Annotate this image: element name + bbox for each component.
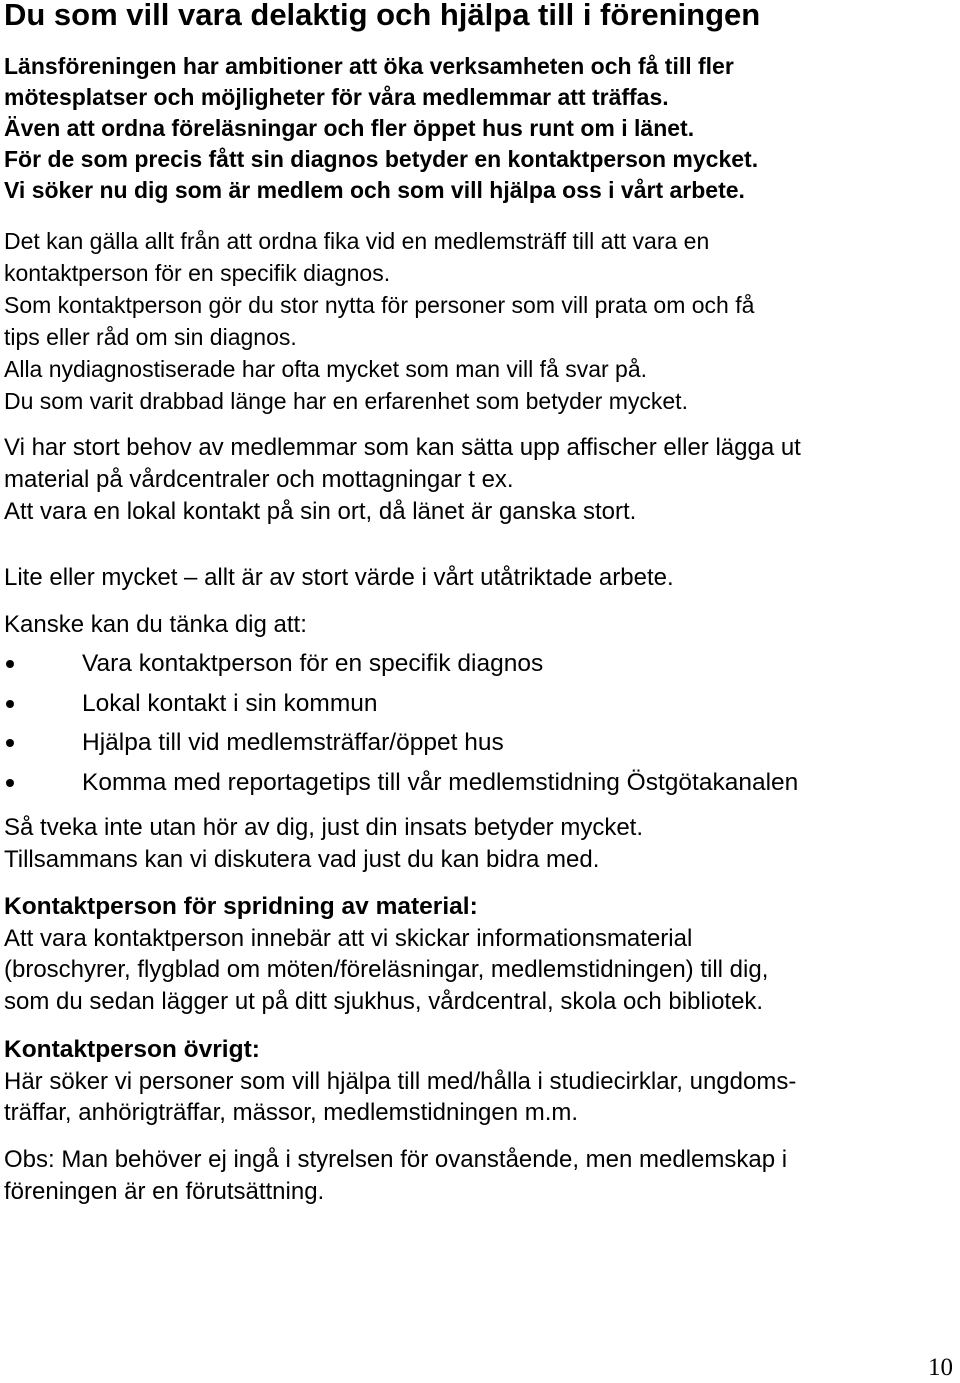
text-line: Så tveka inte utan hör av dig, just din insats betyder mycket.: [4, 814, 643, 841]
text-line: föreningen är en förutsättning.: [4, 1178, 325, 1205]
page-number: 10: [928, 1354, 953, 1381]
text-line: (broschyrer, flygblad om möten/föreläsningar, medlemstidningen) till dig,: [4, 956, 769, 983]
value-paragraph: [4, 562, 954, 594]
text-line: Alla nydiagnostiserade har ofta mycket som man vill få svar på.: [4, 356, 648, 382]
text-line: tips eller råd om sin diagnos.: [4, 324, 297, 350]
list-item: Komma med reportagetips till vår medlemstidning Östgötakanalen: [4, 763, 954, 803]
text-line: Det kan gälla allt från att ordna fika vid en medlemsträff till att vara en: [4, 228, 710, 254]
section-other: [4, 1034, 954, 1129]
text-line: Kanske kan du tänka dig att:: [4, 611, 307, 638]
text-line: som du sedan lägger ut på ditt sjukhus, vårdcentral, skola och bibliotek.: [4, 987, 764, 1015]
list-item: Hjälpa till vid medlemsträffar/öppet hus: [4, 723, 954, 763]
text-line: Tillsammans kan vi diskutera vad just du kan bidra med.: [4, 846, 600, 873]
intro-line: För de som precis fått sin diagnos betyder en kontaktperson mycket.: [4, 146, 759, 172]
encouragement-paragraph: [4, 812, 954, 876]
bullets-intro: [4, 609, 954, 641]
bullet-icon: [6, 660, 14, 668]
text-line: Lite eller mycket – allt är av stort värde i vårt utåtriktade arbete.: [4, 564, 674, 591]
text-line: kontaktperson för en specifik diagnos.: [4, 260, 391, 286]
text-line: Du som varit drabbad länge har en erfarenhet som betyder mycket.: [4, 388, 688, 414]
needs-paragraph: [4, 432, 954, 528]
text-line: Obs: Man behöver ej ingå i styrelsen för ovanstående, men medlemskap i: [4, 1146, 788, 1173]
page-title: Du som vill vara delaktig och hjälpa till i föreningen: [4, 0, 761, 32]
text-line: Att vara en lokal kontakt på sin ort, då länet är ganska stort.: [4, 498, 637, 525]
intro-line: Länsföreningen har ambitioner att öka verksamheten och få till fler: [4, 53, 734, 79]
suggestion-list: [4, 644, 954, 802]
tasks-paragraph: [4, 225, 954, 417]
section-title: Kontaktperson för spridning av material:: [4, 893, 478, 920]
text-line: Vi har stort behov av medlemmar som kan sätta upp affischer eller lägga ut: [4, 434, 801, 461]
bullet-icon: [6, 739, 14, 747]
text-line: Här söker vi personer som vill hjälpa till med/hålla i studiecirklar, ungdoms-: [4, 1067, 797, 1095]
intro-line: Även att ordna föreläsningar och fler öppet hus runt om i länet.: [4, 115, 695, 141]
section-material: [4, 891, 954, 1017]
intro-paragraph: [4, 51, 954, 206]
bullet-icon: [6, 779, 14, 787]
text-line: material på vårdcentraler och mottagningar t ex.: [4, 466, 514, 493]
text-line: Att vara kontaktperson innebär att vi skickar informationsmaterial: [4, 924, 693, 952]
note-paragraph: [4, 1144, 954, 1208]
intro-line: Vi söker nu dig som är medlem och som vill hjälpa oss i vårt arbete.: [4, 177, 745, 203]
text-line: Som kontaktperson gör du stor nytta för personer som vill prata om och få: [4, 292, 755, 318]
list-item: Lokal kontakt i sin kommun: [4, 684, 954, 724]
list-item: Vara kontaktperson för en specifik diagnos: [4, 644, 954, 684]
bullet-icon: [6, 700, 14, 708]
text-line: träffar, anhörigträffar, mässor, medlemstidningen m.m.: [4, 1099, 579, 1126]
section-title: Kontaktperson övrigt:: [4, 1036, 260, 1063]
intro-line: mötesplatser och möjligheter för våra medlemmar att träffas.: [4, 84, 669, 110]
